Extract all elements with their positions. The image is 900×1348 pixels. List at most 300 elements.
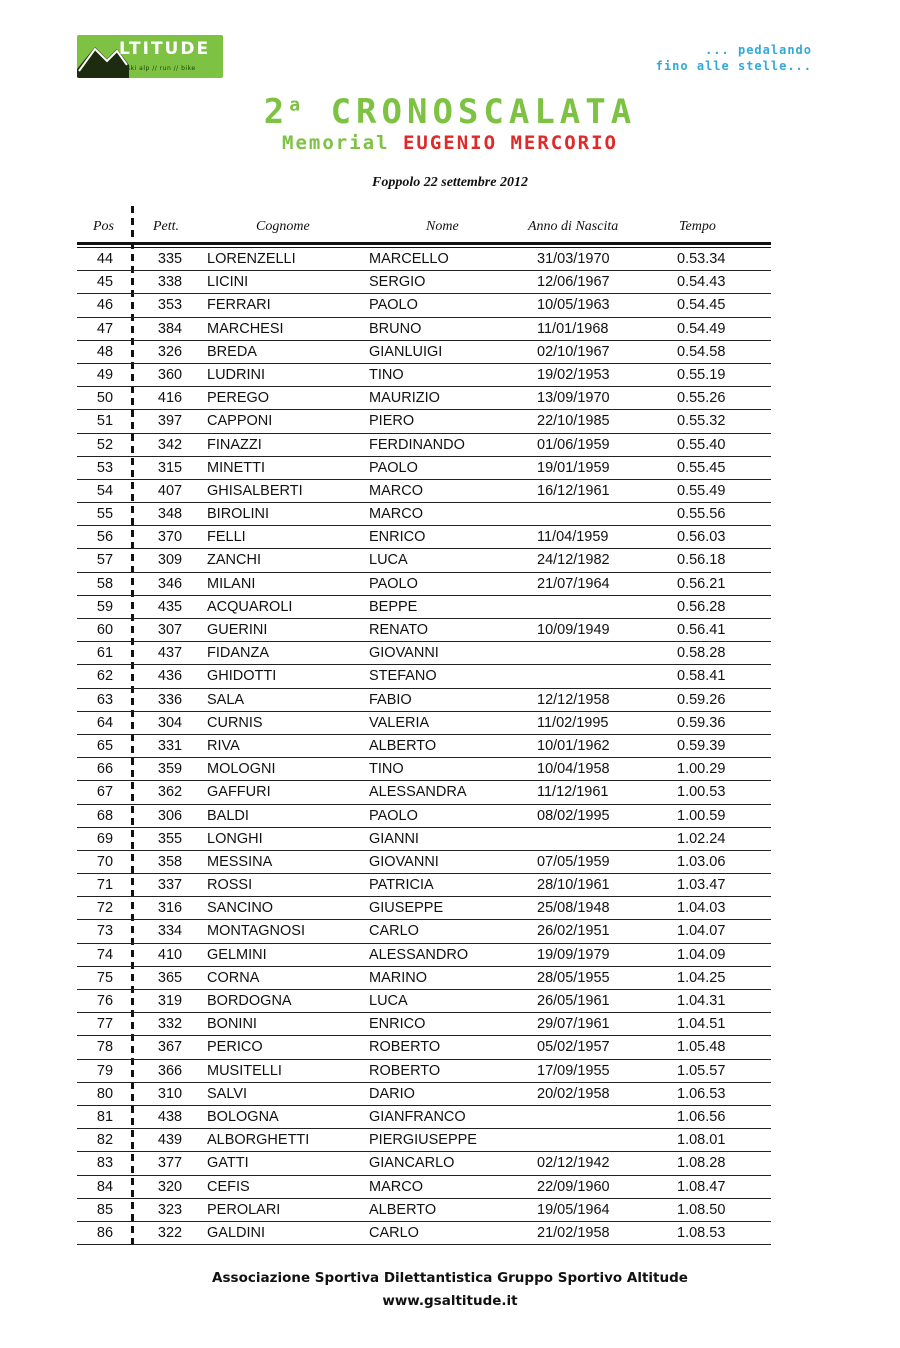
cell-cognome: MINETTI xyxy=(207,459,265,476)
cell-pett: 397 xyxy=(157,413,183,430)
cell-pos: 63 xyxy=(96,691,114,708)
table-row xyxy=(77,1083,771,1106)
cell-cognome: RIVA xyxy=(207,737,240,754)
cell-pett: 437 xyxy=(157,645,183,662)
cell-anno: 16/12/1961 xyxy=(537,482,610,499)
cell-cognome: CAPPONI xyxy=(207,413,273,430)
cell-nome: GIANLUIGI xyxy=(369,343,443,360)
cell-pos: 64 xyxy=(96,714,114,731)
cell-anno: 12/12/1958 xyxy=(537,691,610,708)
cell-anno: 12/06/1967 xyxy=(537,274,610,291)
table-row xyxy=(77,897,771,920)
cell-anno: 29/07/1961 xyxy=(537,1016,610,1033)
table-row xyxy=(77,248,771,271)
table-row xyxy=(77,735,771,758)
table-row xyxy=(77,1152,771,1175)
cell-nome: GIANCARLO xyxy=(369,1155,455,1172)
table-row xyxy=(77,596,771,619)
table-row xyxy=(77,920,771,943)
cell-pos: 45 xyxy=(96,274,114,291)
table-row xyxy=(77,665,771,688)
cell-nome: GIOVANNI xyxy=(369,645,439,662)
cell-pos: 82 xyxy=(96,1132,114,1149)
cell-anno: 11/02/1995 xyxy=(537,714,609,731)
cell-tempo: 0.56.03 xyxy=(677,529,726,546)
cell-anno: 21/02/1958 xyxy=(537,1224,610,1241)
cell-nome: CARLO xyxy=(369,1224,419,1241)
cell-tempo: 1.04.09 xyxy=(677,946,726,963)
cell-anno: 11/12/1961 xyxy=(537,784,609,801)
cell-cognome: GHISALBERTI xyxy=(207,482,303,499)
cell-tempo: 1.04.07 xyxy=(677,923,726,940)
cell-cognome: PERICO xyxy=(207,1039,263,1056)
cell-pett: 320 xyxy=(157,1178,183,1195)
cell-pos: 79 xyxy=(96,1062,114,1079)
cell-pett: 315 xyxy=(157,459,183,476)
cell-tempo: 1.08.28 xyxy=(677,1155,726,1172)
cell-cognome: GATTI xyxy=(207,1155,249,1172)
cell-pett: 331 xyxy=(157,737,183,754)
cell-nome: VALERIA xyxy=(369,714,430,731)
table-row xyxy=(77,990,771,1013)
cell-pett: 436 xyxy=(157,668,183,685)
table-row xyxy=(77,874,771,897)
table-row xyxy=(77,480,771,503)
table-row xyxy=(77,294,771,317)
cell-cognome: ALBORGHETTI xyxy=(207,1132,310,1149)
table-row xyxy=(77,1106,771,1129)
table-row xyxy=(77,1176,771,1199)
cell-pett: 410 xyxy=(157,946,183,963)
cell-nome: ROBERTO xyxy=(369,1062,441,1079)
cell-tempo: 1.08.50 xyxy=(677,1201,726,1218)
cell-cognome: MARCHESI xyxy=(207,320,284,337)
cell-nome: MARCELLO xyxy=(369,251,449,267)
header-pos: Pos xyxy=(93,219,114,234)
cell-tempo: 1.03.06 xyxy=(677,853,726,870)
cell-anno: 13/09/1970 xyxy=(537,390,610,407)
cell-anno: 19/01/1959 xyxy=(537,459,610,476)
cell-tempo: 1.08.47 xyxy=(677,1178,726,1195)
cell-pos: 48 xyxy=(96,343,114,360)
cell-pos: 60 xyxy=(96,622,114,638)
cell-pett: 334 xyxy=(157,923,183,940)
cell-nome: ENRICO xyxy=(369,1016,426,1033)
cell-pett: 362 xyxy=(157,784,183,801)
cell-pos: 74 xyxy=(96,946,114,963)
cell-anno: 02/12/1942 xyxy=(537,1155,610,1172)
cell-nome: TINO xyxy=(369,366,404,383)
cell-anno: 01/06/1959 xyxy=(537,436,610,453)
cell-pett: 326 xyxy=(157,343,183,360)
cell-nome: PAOLO xyxy=(369,459,418,476)
table-row xyxy=(77,689,771,712)
cell-pos: 57 xyxy=(96,552,114,569)
cell-pett: 438 xyxy=(157,1108,183,1125)
title-ordinal: a xyxy=(289,94,306,116)
cell-pett: 342 xyxy=(157,436,183,453)
cell-anno: 11/04/1959 xyxy=(537,529,609,546)
cell-nome: PIERO xyxy=(369,413,415,430)
cell-pos: 70 xyxy=(96,853,114,870)
cell-pett: 310 xyxy=(157,1085,183,1102)
cell-nome: BEPPE xyxy=(369,598,418,615)
title-main: CRONOSCALATA xyxy=(330,92,637,132)
cell-tempo: 1.08.01 xyxy=(677,1132,726,1149)
cell-nome: PIERGIUSEPPE xyxy=(369,1132,477,1149)
cell-pos: 72 xyxy=(96,900,114,917)
cell-cognome: GAFFURI xyxy=(207,784,271,801)
cell-pett: 439 xyxy=(157,1132,183,1149)
cell-anno: 24/12/1982 xyxy=(537,552,610,569)
cell-tempo: 0.54.43 xyxy=(677,274,726,291)
cell-tempo: 0.55.19 xyxy=(677,366,726,383)
cell-anno: 22/10/1985 xyxy=(537,413,610,430)
cell-tempo: 0.55.45 xyxy=(677,459,726,476)
cell-pos: 85 xyxy=(96,1201,114,1218)
cell-nome: MARCO xyxy=(369,1178,423,1195)
cell-anno: 05/02/1957 xyxy=(537,1039,610,1056)
cell-pos: 71 xyxy=(96,877,114,894)
cell-pett: 365 xyxy=(157,969,183,986)
cell-pos: 76 xyxy=(96,993,114,1009)
cell-anno: 02/10/1967 xyxy=(537,343,610,360)
cell-anno: 17/09/1955 xyxy=(537,1062,610,1079)
cell-tempo: 0.59.36 xyxy=(677,714,726,731)
cell-cognome: ACQUAROLI xyxy=(207,598,293,615)
cell-anno: 11/01/1968 xyxy=(537,320,609,337)
cell-cognome: MOLOGNI xyxy=(207,761,276,778)
cell-cognome: BALDI xyxy=(207,807,249,824)
slogan-line-1: ... pedalando xyxy=(705,43,812,57)
cell-anno: 10/01/1962 xyxy=(537,737,610,754)
cell-anno: 26/05/1961 xyxy=(537,993,610,1009)
cell-cognome: BIROLINI xyxy=(207,506,270,523)
cell-nome: ALESSANDRA xyxy=(369,784,467,801)
cell-tempo: 0.59.26 xyxy=(677,691,726,708)
cell-anno: 10/04/1958 xyxy=(537,761,610,778)
cell-anno: 07/05/1959 xyxy=(537,853,610,870)
cell-tempo: 0.54.45 xyxy=(677,297,726,314)
cell-tempo: 1.04.03 xyxy=(677,900,726,917)
table-row xyxy=(77,828,771,851)
cell-tempo: 0.55.26 xyxy=(677,390,726,407)
cell-nome: ALBERTO xyxy=(369,1201,437,1218)
subtitle-name: EUGENIO MERCORIO xyxy=(402,132,618,154)
cell-nome: MAURIZIO xyxy=(369,390,440,407)
results-table xyxy=(77,248,771,1245)
cell-tempo: 0.56.21 xyxy=(677,575,726,592)
cell-nome: ALESSANDRO xyxy=(369,946,469,963)
cell-nome: MARCO xyxy=(369,482,423,499)
place-date: Foppolo 22 settembre 2012 xyxy=(372,175,528,190)
cell-cognome: LUDRINI xyxy=(207,366,266,383)
cell-pos: 56 xyxy=(96,529,114,546)
cell-pos: 53 xyxy=(96,459,114,476)
cell-nome: GIOVANNI xyxy=(369,853,439,870)
cell-cognome: SALVI xyxy=(207,1085,248,1102)
table-row xyxy=(77,851,771,874)
cell-anno: 25/08/1948 xyxy=(537,900,610,917)
cell-nome: ENRICO xyxy=(369,529,426,546)
cell-anno: 08/02/1995 xyxy=(537,807,610,824)
cell-nome: PAOLO xyxy=(369,807,418,824)
table-row xyxy=(77,1222,771,1245)
table-row xyxy=(77,318,771,341)
cell-pett: 358 xyxy=(157,853,183,870)
table-row xyxy=(77,1129,771,1152)
header-divider xyxy=(77,242,771,245)
cell-nome: RENATO xyxy=(369,622,429,638)
cell-pett: 346 xyxy=(157,575,183,592)
cell-pos: 77 xyxy=(96,1016,114,1033)
altitude-logo xyxy=(77,35,223,78)
cell-cognome: CORNA xyxy=(207,969,260,986)
cell-pos: 44 xyxy=(96,251,114,267)
table-row xyxy=(77,271,771,294)
cell-nome: PAOLO xyxy=(369,297,418,314)
cell-nome: CARLO xyxy=(369,923,419,940)
cell-anno: 10/05/1963 xyxy=(537,297,610,314)
cell-pos: 78 xyxy=(96,1039,114,1056)
cell-nome: STEFANO xyxy=(369,668,437,685)
cell-tempo: 0.54.58 xyxy=(677,343,726,360)
cell-cognome: BOLOGNA xyxy=(207,1108,279,1125)
cell-pos: 80 xyxy=(96,1085,114,1102)
cell-pett: 360 xyxy=(157,366,183,383)
cell-pett: 384 xyxy=(157,320,183,337)
cell-tempo: 0.53.34 xyxy=(677,251,726,267)
logo-tagline: ski alp // run // bike xyxy=(127,65,196,72)
cell-tempo: 1.04.31 xyxy=(677,993,726,1009)
cell-cognome: CURNIS xyxy=(207,714,263,731)
table-row xyxy=(77,1036,771,1059)
cell-tempo: 1.03.47 xyxy=(677,877,726,894)
cell-pett: 336 xyxy=(157,691,183,708)
cell-pos: 67 xyxy=(96,784,114,801)
event-subtitle xyxy=(0,132,900,154)
cell-pett: 377 xyxy=(157,1155,183,1172)
cell-pett: 332 xyxy=(157,1016,183,1033)
cell-tempo: 1.06.53 xyxy=(677,1085,726,1102)
header-tempo: Tempo xyxy=(679,219,716,234)
cell-cognome: PEROLARI xyxy=(207,1201,281,1218)
table-row xyxy=(77,341,771,364)
cell-anno: 22/09/1960 xyxy=(537,1178,610,1195)
cell-pett: 335 xyxy=(157,251,183,267)
table-row xyxy=(77,967,771,990)
cell-nome: ALBERTO xyxy=(369,737,437,754)
cell-anno: 19/02/1953 xyxy=(537,366,610,383)
logo-word: LTITUDE xyxy=(119,39,211,59)
cell-nome: GIANNI xyxy=(369,830,419,847)
cell-pett: 370 xyxy=(157,529,183,546)
cell-pett: 307 xyxy=(157,622,183,638)
cell-nome: ROBERTO xyxy=(369,1039,441,1056)
cell-pett: 338 xyxy=(157,274,183,291)
cell-nome: LUCA xyxy=(369,552,408,569)
cell-pett: 353 xyxy=(157,297,183,314)
header-cognome: Cognome xyxy=(256,219,310,234)
cell-tempo: 1.05.48 xyxy=(677,1039,726,1056)
table-row xyxy=(77,387,771,410)
footer-url: www.gsaltitude.it xyxy=(382,1293,518,1309)
cell-pos: 55 xyxy=(96,506,114,523)
cell-tempo: 0.55.32 xyxy=(677,413,726,430)
cell-cognome: FIDANZA xyxy=(207,645,270,662)
cell-anno: 19/05/1964 xyxy=(537,1201,610,1218)
cell-pos: 84 xyxy=(96,1178,114,1195)
cell-pett: 319 xyxy=(157,993,183,1009)
cell-tempo: 1.02.24 xyxy=(677,830,726,847)
table-row xyxy=(77,1199,771,1222)
cell-nome: SERGIO xyxy=(369,274,426,291)
footer-org: Associazione Sportiva Dilettantistica Gruppo Sportivo Altitude xyxy=(212,1270,688,1286)
table-row xyxy=(77,1060,771,1083)
cell-pos: 46 xyxy=(96,297,114,314)
cell-cognome: PEREGO xyxy=(207,390,270,407)
cell-cognome: ZANCHI xyxy=(207,552,261,569)
cell-pos: 52 xyxy=(96,436,114,453)
cell-tempo: 1.05.57 xyxy=(677,1062,726,1079)
table-row xyxy=(77,944,771,967)
cell-pett: 309 xyxy=(157,552,183,569)
cell-anno: 10/09/1949 xyxy=(537,622,610,638)
table-row xyxy=(77,364,771,387)
cell-pos: 86 xyxy=(96,1224,114,1241)
cell-pett: 367 xyxy=(157,1039,183,1056)
cell-nome: TINO xyxy=(369,761,404,778)
table-row xyxy=(77,549,771,572)
cell-pett: 435 xyxy=(157,598,183,615)
cell-pett: 416 xyxy=(157,390,183,407)
cell-pos: 51 xyxy=(96,413,114,430)
cell-pos: 54 xyxy=(96,482,114,499)
cell-cognome: SALA xyxy=(207,691,245,708)
cell-pos: 65 xyxy=(96,737,114,754)
cell-cognome: LICINI xyxy=(207,274,249,291)
cell-tempo: 0.56.41 xyxy=(677,622,726,638)
cell-pett: 355 xyxy=(157,830,183,847)
cell-cognome: ROSSI xyxy=(207,877,253,894)
cell-tempo: 0.54.49 xyxy=(677,320,726,337)
cell-pos: 83 xyxy=(96,1155,114,1172)
table-row xyxy=(77,457,771,480)
header-pett: Pett. xyxy=(153,219,180,234)
cell-cognome: GHIDOTTI xyxy=(207,668,277,685)
table-row xyxy=(77,434,771,457)
cell-pett: 304 xyxy=(157,714,183,731)
cell-tempo: 0.59.39 xyxy=(677,737,726,754)
cell-cognome: SANCINO xyxy=(207,900,274,917)
cell-anno: 20/02/1958 xyxy=(537,1085,610,1102)
cell-tempo: 1.00.53 xyxy=(677,784,726,801)
cell-anno: 21/07/1964 xyxy=(537,575,610,592)
cell-tempo: 0.55.56 xyxy=(677,506,726,523)
cell-nome: MARCO xyxy=(369,506,423,523)
table-row xyxy=(77,410,771,433)
table-row xyxy=(77,712,771,735)
cell-cognome: LORENZELLI xyxy=(207,251,296,267)
cell-pos: 69 xyxy=(96,830,114,847)
cell-anno: 26/02/1951 xyxy=(537,923,610,940)
table-row xyxy=(77,805,771,828)
cell-cognome: BORDOGNA xyxy=(207,993,292,1009)
cell-cognome: CEFIS xyxy=(207,1178,250,1195)
cell-pett: 323 xyxy=(157,1201,183,1218)
cell-pett: 316 xyxy=(157,900,183,917)
table-row xyxy=(77,642,771,665)
cell-cognome: GALDINI xyxy=(207,1224,266,1241)
table-row xyxy=(77,758,771,781)
table-row xyxy=(77,781,771,804)
table-row xyxy=(77,526,771,549)
cell-pett: 359 xyxy=(157,761,183,778)
table-row xyxy=(77,503,771,526)
cell-nome: GIUSEPPE xyxy=(369,900,444,917)
cell-anno: 19/09/1979 xyxy=(537,946,610,963)
cell-tempo: 0.56.28 xyxy=(677,598,726,615)
cell-tempo: 1.08.53 xyxy=(677,1224,726,1241)
cell-tempo: 1.04.51 xyxy=(677,1016,726,1033)
cell-tempo: 1.00.29 xyxy=(677,761,726,778)
cell-cognome: FELLI xyxy=(207,529,246,546)
cell-tempo: 0.56.18 xyxy=(677,552,726,569)
cell-pos: 68 xyxy=(96,807,114,824)
cell-cognome: MUSITELLI xyxy=(207,1062,282,1079)
cell-pett: 306 xyxy=(157,807,183,824)
cell-pos: 81 xyxy=(96,1108,114,1125)
header-nome: Nome xyxy=(426,219,459,234)
cell-anno: 31/03/1970 xyxy=(537,251,610,267)
cell-pos: 66 xyxy=(96,761,114,778)
cell-nome: DARIO xyxy=(369,1085,415,1102)
title-prefix: 2 xyxy=(263,92,290,132)
event-title xyxy=(0,92,900,132)
cell-cognome: FINAZZI xyxy=(207,436,262,453)
cell-cognome: BREDA xyxy=(207,343,257,360)
cell-pos: 59 xyxy=(96,598,114,615)
cell-cognome: BONINI xyxy=(207,1016,257,1033)
cell-cognome: LONGHI xyxy=(207,830,263,847)
cell-pos: 62 xyxy=(96,668,114,685)
cell-cognome: GUERINI xyxy=(207,622,268,638)
cell-cognome: GELMINI xyxy=(207,946,267,963)
cell-pett: 322 xyxy=(157,1224,183,1241)
cell-pett: 366 xyxy=(157,1062,183,1079)
cell-nome: BRUNO xyxy=(369,320,422,337)
slogan xyxy=(656,42,812,74)
cell-pos: 49 xyxy=(96,366,114,383)
cell-nome: PATRICIA xyxy=(369,877,434,894)
cell-pos: 50 xyxy=(96,390,114,407)
cell-cognome: FERRARI xyxy=(207,297,271,314)
cell-nome: FERDINANDO xyxy=(369,436,465,453)
cell-pos: 73 xyxy=(96,923,114,940)
cell-tempo: 0.55.40 xyxy=(677,436,726,453)
header-anno: Anno di Nascita xyxy=(528,219,619,234)
cell-pos: 47 xyxy=(96,320,114,337)
cell-nome: GIANFRANCO xyxy=(369,1108,466,1125)
cell-tempo: 1.06.56 xyxy=(677,1108,726,1125)
cell-tempo: 0.58.41 xyxy=(677,668,726,685)
cell-pett: 337 xyxy=(157,877,183,894)
cell-anno: 28/10/1961 xyxy=(537,877,610,894)
table-row xyxy=(77,1013,771,1036)
cell-tempo: 1.04.25 xyxy=(677,969,726,986)
cell-anno: 28/05/1955 xyxy=(537,969,610,986)
cell-cognome: MILANI xyxy=(207,575,256,592)
